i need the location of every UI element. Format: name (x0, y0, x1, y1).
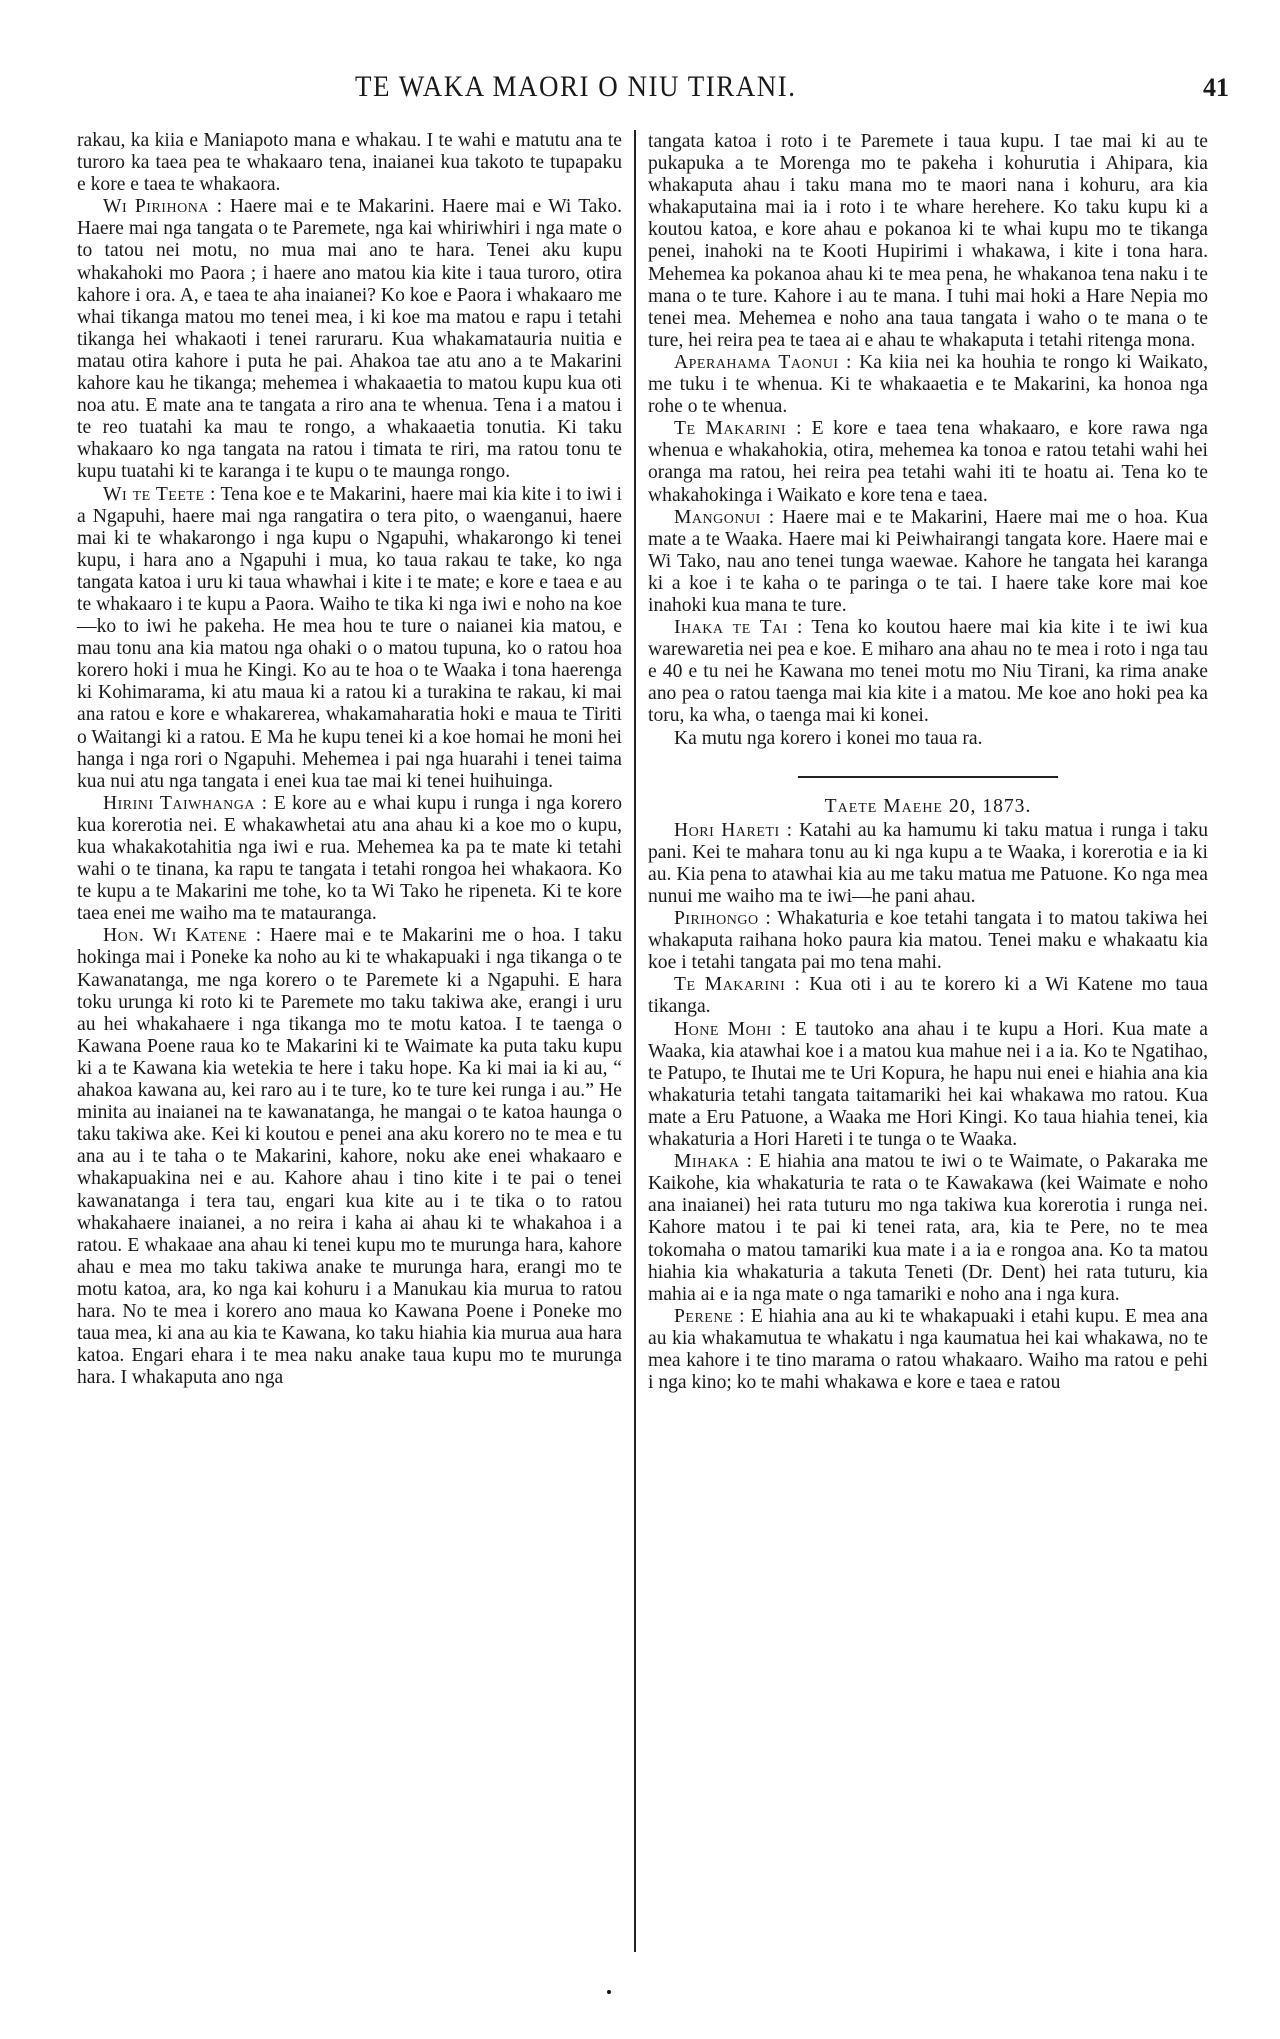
speaker-name: Aperahama Taonui : (674, 351, 852, 373)
speech-text: Katahi au ka hamumu ki taku matua i runga i taku pani. Kei te mahara tonu au ki nga kupu a te Waaka, i korerotia e ia ki au. Kia pena to atawhai kia au me taku matua me Patuone. Ko nga mea nunui me waiho ma te iwi—he pani ahau. (648, 819, 1208, 907)
speaker-name: Te Makarini : (674, 974, 801, 996)
running-head (0, 70, 1280, 110)
speech-paragraph (77, 925, 622, 1389)
speech-paragraph (648, 1151, 1208, 1306)
speech-text: E hiahia ana au ki te whakapuaki i etahi kupu. E mea ana au kia whakamutua te whakatu i nga kaumatua hei kai whakawa, no te mea kahore i te tino marama o ratou whakaaro. Waiho ma ratou e pehi i nga kino; ko te mahi whakawa e kore e taea e ratou (648, 1305, 1209, 1394)
speech-text: E tautoko ana ahau i te kupu a Hori. Kua mate a Waaka, kia atawhai koe i a matou kua mahue nei i a ia. Ko te Ngatihao, te Patupo, te Ihutai me te Uri Kopura, he hapu nui enei e hiahia ana kia whakaturia tetahi tangata taitamariki hei kai whakawa mo ratou. Kua mate a Eru Patuone, a Waaka me Hori Kingi. Ko taua hiahia tenei, kia whakaturia a Hori Hareti i te tunga o te Waaka. (648, 1018, 1208, 1151)
speech-paragraph (648, 352, 1208, 418)
speech-text: Tena ko koutou haere mai kia kite i te iwi kua warewaretia nei pea e koe. E miharo ana ahau no te mea i roto i nga tau e 40 e tu nei he Kawana mo tenei motu mo Niu Tirani, ka rima anake ano pea o ratou taenga mai kia kite i a matou. Me koe ano hoki pea ka toru, ka wha, o taenga mai ki konei. (648, 617, 1209, 727)
page-number: 41 (1203, 73, 1229, 102)
speech-text: Tena koe e te Makarini, haere mai kia kite i to iwi i a Ngapuhi, haere mai nga rangatira o tera pito, o waenganui, haere mai ki te whakarongo i nga kupu o Ngapuhi, whakarongo ki tenei kupu, i hara ano a Ngapuhi i mua, ko taua rakau te take, ko nga tangata katoa i uru ki taua whawhai i kite i te mate; e kore e taea e au te whakaaro i te kupu a Paora. Waiho te tika ki nga iwi e noho na koe—ko to iwi he pakeha. He mea hou te ture o naianei kia matou, e mau tonu ana kia matou nga ohaki o o matou tupuna, ko o ratou hoa korero hoki i mua he Kingi. Ko au te hoa o te Waaka i tona haerenga ki Kohimarama, ki atu maua ki a ratou ki a turakina te rakau, ki mai ana ratou e kore e whakarerea, whakamaharatia hoki e maua te Tiriti o Waitangi ki a ratou. E Ma he kupu tenei ki a koe homai he moni hei hanga i nga rori o Ngapuhi. Mehemea i pai nga huarahi i tenei taima kua nui atu nga tangata i enei kua tae mai ki tenei huihuinga. (77, 483, 622, 792)
print-speck (607, 1990, 611, 1994)
speaker-name: Hori Hareti : (674, 819, 793, 841)
speaker-name: Hon. Wi Katene : (103, 925, 262, 947)
speech-text: Haere mai e te Makarini. Haere mai e Wi Tako. Haere mai nga tangata o te Paremete, nga kai whiriwhiri i nga mate o to tatou nei motu, no mua mai ano te hara. Tenei aku kupu whakahoki mo Paora ; i haere ano matou kia kite i taua turoro, otira kahore i ora. A, e taea te aha inaianei? Ko koe e Paora i whakaaro me whai tikanga matou mo tenei mea, i ki koe ma matou e rapu i tetahi tikanga hei whakaoti i tenei raruraru. Kua whakamatauria nuitia e matau otira kahore i puta he pai. Ahakoa tae atu ano a te Makarini kahore kau he tikanga; mehemea i whakaaetia to matou kupu kua oti noa atu. E mate ana te tangata a riro ana te whenua. Tena i a matou i te reo tuatahi ka mau te rongo, a whakaaetia tonutia. Ki taku whakaaro ko nga tangata na ratou i timata te riri, ma ratou tonu te kupu tuatahi ki te karanga i te kupu o te maunga rongo. (77, 196, 622, 483)
date-heading: Taete Maehe 20, 1873. (824, 795, 1032, 817)
speech-paragraph (77, 196, 622, 483)
speech-text: E kore au e whai kupu i runga i nga korero kua korerotia nei. E whakawhetai atu ana ahau ki a koe mo o kupu, kua whakakotahitia nga iwi e rua. Mehemea ka pa te mate ki tetahi wahi o te tinana, ka rapu te tangata i tetahi rongoa hei whakaora. Ko te kupu a te Makarini me tohe, ko ta Wi Tako he ripeneta. Ki te kore taea enei me waiho ma te matauranga. (77, 792, 622, 925)
section-rule (798, 776, 1058, 778)
speech-paragraph (648, 418, 1208, 506)
speaker-name: Wi Pirihona : (103, 196, 223, 218)
speech-paragraph (648, 820, 1208, 908)
speech-text: Haere mai e te Makarini me o hoa. I taku hokinga mai i Poneke ka noho au ki te whakapuaki i nga tikanga o te Kawanatanga, me nga korero o te Paremete ki a Ngapuhi. E hara toku urunga ki roto ki te Paremete mo taku takiwa ake, erangi i uru au hei whakahaere i nga tikanga mo te motu katoa. I te taenga o Kawana Poene raua ko te Makarini ki te Waimate ka puta taku kupu ki a te Kawana kia wetekia te here i taku hope. Ka ki mai ia ki au, “ ahakoa kawana au, kei raro au i te ture, ko te ture kei runga i au.” He minita au inaianei na te kawanatanga, he mangai o te katoa haunga o taku takiwa ake. Kei ki koutou e penei ana aku korero no te mea e tu ana au i te taha o te Makarini, kahore, noku ake enei whakaaro e whakapuakina nei e au. Kahore ahau i tino kite i te pai o tenei kawanatanga i tera tau, engari kua kite au i te tika o to ratou whakahaere inaianei, a no reira i kaha ai ahau ki te whakahoa i a ratou. E whakaae ana ahau ki tenei kupu mo te murunga hara, kahore ahau e mea mo taku takiwa anake te murunga hara, erangi mo te motu katoa, ara, ko nga kai kohuru i a Manukau kia murua to ratou hara. No te mea i korero ano maua ko Kawana Poene i Poneke mo taua mea, ki ana au kia te Kawana, ko taku hiahia kia murua aua hara katoa. Engari ehara i te mea naku anake taua kupu mo te murunga hara. I whakaputa ano nga (77, 925, 622, 1389)
speech-paragraph (77, 793, 622, 926)
left-column (77, 130, 622, 1389)
column-divider (634, 130, 636, 1952)
speaker-name: Te Makarini : (674, 418, 803, 440)
speaker-name: Wi te Teete : (103, 483, 216, 505)
speaker-name: Mangonui : (674, 506, 775, 528)
speech-paragraph (648, 974, 1208, 1018)
speech-paragraph (648, 1306, 1208, 1394)
speech-text: Whakaturia e koe tetahi tangata i to matou takiwa hei whakaputa raihana hoko paura kia matou. Tenei maku e whakaatu kia koe i tetahi tangata pai mo tena mahi. (648, 908, 1208, 974)
speech-paragraph (648, 1019, 1208, 1152)
paragraph (77, 130, 622, 196)
paragraph (648, 131, 1208, 352)
speaker-name: Mihaka : (674, 1151, 753, 1173)
speech-paragraph (648, 617, 1208, 727)
speech-text: Kua oti i au te korero ki a Wi Katene mo taua tikanga. (648, 974, 1208, 1018)
speaker-name: Hone Mohi : (674, 1018, 787, 1040)
paragraph-text: tangata katoa i roto i te Paremete i taua kupu. I tae mai ki au te pukapuka a te Morenga mo te pakeha i kohurutia i Ahipara, kia whakaputa ahau i taku mana mo te maori nana i kohuru, ara kia whakaputaina mai ia i roto i te whare herehere. Ko taku kupu ki a koutou katoa, e kore ahau e pokanoa ki te whai kupu mo te tikanga penei, inahoki na te Kooti Hupirimi i whakawa, i kite i tona hara. Mehemea ka pokanoa ahau ki te mea pena, he whakanoa tena naku i te mana o te ture. Kahore i au te mana. I tuhi mai hoki a Hare Nepia mo tenei mea. Mehemea e noho ana taua tangata i waho o te mana o te ture, hei reira pea te taea ai e ahau te whakaputa i tetahi ritenga mona. (648, 131, 1208, 351)
speech-paragraph (648, 908, 1208, 974)
speech-paragraph (77, 484, 622, 793)
speaker-name: Pirihongo : (674, 908, 772, 930)
closing-line: Ka mutu nga korero i konei mo taua ra. (674, 727, 983, 749)
speaker-name: Perene : (674, 1305, 746, 1327)
paragraph-text: rakau, ka kiia e Maniapoto mana e whakau. I te wahi e matutu ana te turoro ka taea pea te whakaaro tena, inaianei kua takoto te tupapaku e kore e taea te whakaora. (77, 130, 622, 196)
speech-paragraph (648, 507, 1208, 617)
speaker-name: Ihaka te Tai : (674, 617, 803, 639)
speech-text: E hiahia ana matou te iwi o te Waimate, o Pakaraka me Kaikohe, kia whakaturia te rata o te Kawakawa (kei Waimate e noho ana inaianei) hei rata tuturu mo nga takiwa kua korerotia i runga nei. Kahore matou i te pai ki tenei rata, ara, kia te Pere, no te mea tokomaha o matou tamariki kua mate i a ia e rongoa ana. Ko ta matou hiahia kia whakaturia a takuta Teneti (Dr. Dent) hei rata tuturu, kia mahia ai e ia nga mate o nga tamariki e noho ana i nga kura. (648, 1151, 1208, 1305)
speech-text: Haere mai e te Makarini, Haere mai me o hoa. Kua mate a te Waaka. Haere mai ki Peiwhairangi tangata kore. Haere mai e Wi Tako, nau ano tenei tunga waewae. Kahore he tangata hei karanga ki a koe i te kaha o te paringa o te tai. I haere take kore mai koe inahoki kua mana te ture. (648, 506, 1208, 616)
speaker-name: Hirini Taiwhanga : (103, 792, 268, 814)
speech-text: Ka kiia nei ka houhia te rongo ki Waikato, me tuku i te whenua. Ki te whakaaetia e te Makarini, ka honoa nga rohe o te whenua. (648, 351, 1208, 418)
running-title: TE WAKA MAORI O NIU TIRANI. (355, 70, 797, 103)
right-column (648, 131, 1208, 1394)
speech-text: E kore e taea tena whakaaro, e kore rawa nga whenua e whakahokia, otira, mehemea ka tonoa e ratou tetahi wahi hei oranga ma ratou, hei reira pea tetahi wahi iti te hoatu ai. Tena ko te whakahokinga i Waikato e kore tena e taea. (648, 418, 1208, 506)
